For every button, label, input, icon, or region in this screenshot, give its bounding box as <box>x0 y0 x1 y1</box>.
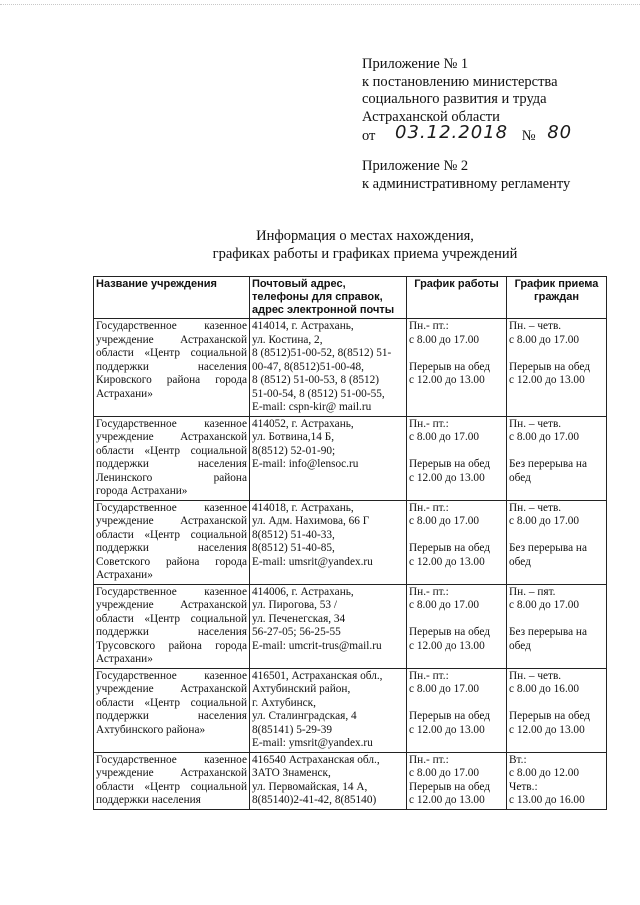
cell-line: Пн. – пят. <box>509 585 556 598</box>
appendix-2-line: к административному регламенту <box>362 175 571 192</box>
from-label: от <box>362 128 376 144</box>
cell-line: Без перерыва на <box>509 626 587 638</box>
cell-line: 00-47, 8(8512)51-00-48, <box>252 360 365 373</box>
table-header-row <box>94 277 607 319</box>
cell-line: E-mail: umcrit-trus@mail.ru <box>252 639 382 652</box>
address-cell <box>250 584 407 668</box>
appendix-2-line: Приложение № 2 <box>362 158 469 174</box>
reception-schedule-cell <box>507 668 607 752</box>
cell-line: города Астрахани» <box>96 485 188 497</box>
institution-name-cell <box>94 416 250 500</box>
cell-line: г. Ахтубинск, <box>252 696 316 709</box>
cell-line: с 8.00 до 17.00 <box>509 515 580 527</box>
cell-line: Без перерыва на <box>509 458 587 470</box>
cell-line: ул. Первомайская, 14 А, <box>252 780 368 793</box>
cell-line: обед <box>509 555 531 568</box>
appendix-1-line: к постановлению министерства <box>362 73 558 90</box>
cell-line: Советского района города <box>96 555 247 568</box>
table-row <box>94 584 607 668</box>
cell-line: Вт.: <box>509 753 527 766</box>
cell-line: области «Центр социальной <box>96 444 247 457</box>
institution-name-cell <box>94 319 250 417</box>
table-row <box>94 416 607 500</box>
table-row <box>94 752 607 809</box>
reception-schedule-cell <box>507 752 607 809</box>
reception-schedule-cell <box>507 584 607 668</box>
appendix-1-block <box>362 56 572 146</box>
work-schedule-cell <box>407 319 507 417</box>
cell-line: с 8.00 до 17.00 <box>409 333 480 346</box>
cell-line: E-mail: info@lensoc.ru <box>252 458 359 470</box>
cell-line: поддержки населения <box>96 458 247 470</box>
cell-line: области «Центр социальной <box>96 696 247 709</box>
cell-line: Пн. – четв. <box>509 320 562 332</box>
handwritten-date: 03.12.2018 <box>395 122 509 143</box>
institutions-table <box>93 276 607 810</box>
cell-line: Перерыв на обед <box>509 360 590 373</box>
cell-line: обед <box>509 639 531 652</box>
header-address: Почтовый адрес, телефоны для справок, адрес электронной почты <box>250 277 407 319</box>
handwritten-number: 80 <box>547 122 573 143</box>
scan-artifact-line <box>0 4 640 9</box>
cell-line: поддержки населения <box>96 710 247 722</box>
cell-line: Ахтубинского района» <box>96 723 206 736</box>
cell-line: с 12.00 до 13.00 <box>409 639 485 652</box>
cell-line: Пн. – четв. <box>509 417 562 430</box>
institution-name-cell <box>94 752 250 809</box>
cell-line: Перерыв на обед <box>509 710 590 722</box>
cell-line: Пн.- пт.: <box>409 501 449 514</box>
cell-line: ул. Ботвина,14 Б, <box>252 431 335 443</box>
cell-line: учреждение Астраханской <box>96 515 247 527</box>
cell-line: Перерыв на обед <box>409 542 490 554</box>
address-cell <box>250 416 407 500</box>
title-line-2: графиках работы и графиках приема учреждений <box>212 246 518 262</box>
cell-line: Трусовского района города <box>96 639 247 652</box>
cell-line: области «Центр социальной <box>96 780 247 793</box>
header-work-schedule: График работы <box>407 277 507 319</box>
cell-line: Перерыв на обед <box>409 360 490 373</box>
cell-line <box>509 529 604 543</box>
cell-line: с 13.00 до 16.00 <box>509 794 585 806</box>
cell-line: Астрахани» <box>96 387 153 400</box>
cell-line: Пн.- пт.: <box>409 417 449 430</box>
cell-line: E-mail: ymsrit@yandex.ru <box>252 737 373 749</box>
cell-line: Перерыв на обед <box>409 626 490 638</box>
cell-line: 8(8512) 51-40-33, <box>252 528 335 541</box>
cell-line: с 12.00 до 13.00 <box>409 555 485 568</box>
cell-line: Четв.: <box>509 780 538 793</box>
cell-line: 8 (8512)51-00-52, 8(8512) 51- <box>252 347 392 359</box>
cell-line: ул. Сталинградская, 4 <box>252 710 357 722</box>
cell-line: учреждение Астраханской <box>96 767 247 779</box>
cell-line: 416501, Астраханская обл., <box>252 669 383 682</box>
cell-line: поддержки населения <box>96 360 247 373</box>
cell-line: Астрахани» <box>96 653 153 665</box>
cell-line: 414018, г. Астрахань, <box>252 501 354 514</box>
cell-line: Государственное казенное <box>96 585 247 598</box>
work-schedule-cell <box>407 584 507 668</box>
cell-line: области «Центр социальной <box>96 612 247 625</box>
cell-line: области «Центр социальной <box>96 347 247 359</box>
cell-line: Государственное казенное <box>96 417 247 430</box>
cell-line: поддержки населения <box>96 542 247 554</box>
number-label: № <box>521 128 536 144</box>
cell-line: Пн.- пт.: <box>409 320 449 332</box>
cell-line: Перерыв на обед <box>409 780 490 793</box>
appendix-2-block <box>362 158 570 193</box>
title-line-1: Информация о местах нахождения, <box>256 228 474 244</box>
cell-line: с 8.00 до 17.00 <box>409 515 480 527</box>
cell-line: ЗАТО Знаменск, <box>252 767 331 779</box>
address-cell <box>250 500 407 584</box>
appendix-1-line: Приложение № 1 <box>362 56 469 72</box>
cell-line: учреждение Астраханской <box>96 683 247 695</box>
address-cell <box>250 319 407 417</box>
cell-line: с 12.00 до 13.00 <box>509 374 585 386</box>
cell-line: 8(85140)2-41-42, 8(85140) <box>252 794 377 806</box>
cell-line: с 8.00 до 17.00 <box>409 767 480 779</box>
cell-line: с 8.00 до 17.00 <box>409 431 480 443</box>
cell-line: ул. Костина, 2, <box>252 333 323 346</box>
cell-line: с 12.00 до 13.00 <box>409 471 485 484</box>
work-schedule-cell <box>407 416 507 500</box>
cell-line: Кировского района города <box>96 374 247 386</box>
cell-line: Пн.- пт.: <box>409 753 449 766</box>
cell-line: поддержки населения <box>96 794 201 806</box>
cell-line: с 12.00 до 13.00 <box>409 723 485 736</box>
cell-line <box>509 445 604 459</box>
cell-line: с 12.00 до 13.00 <box>509 723 585 736</box>
cell-line: с 8.00 до 17.00 <box>509 599 580 611</box>
cell-line: обед <box>509 471 531 484</box>
appendix-1-line: социального развития и труда <box>362 91 547 107</box>
cell-line: с 8.00 до 17.00 <box>509 333 580 346</box>
cell-line: Ленинского района <box>96 471 247 484</box>
cell-line: Астрахани» <box>96 569 153 581</box>
cell-line: ул. Печенегская, 34 <box>252 612 346 625</box>
cell-line <box>509 613 604 627</box>
cell-line: Государственное казенное <box>96 753 247 766</box>
address-cell <box>250 668 407 752</box>
cell-line: Пн.- пт.: <box>409 669 449 682</box>
cell-line <box>409 613 504 627</box>
document-title <box>150 227 580 263</box>
cell-line: ул. Пирогова, 53 / <box>252 599 338 611</box>
cell-line: 8(8512) 51-40-85, <box>252 542 335 554</box>
reception-schedule-cell <box>507 319 607 417</box>
institution-name-cell <box>94 584 250 668</box>
institution-name-cell <box>94 500 250 584</box>
cell-line <box>409 529 504 543</box>
cell-line: Государственное казенное <box>96 320 247 332</box>
resolution-date-line <box>362 122 573 146</box>
cell-line: с 8.00 до 12.00 <box>509 767 580 779</box>
cell-line: Пн. – четв. <box>509 669 562 682</box>
work-schedule-cell <box>407 668 507 752</box>
cell-line: поддержки населения <box>96 626 247 638</box>
address-cell <box>250 752 407 809</box>
cell-line: с 8.00 до 17.00 <box>509 431 580 443</box>
cell-line: E-mail: cspn-kir@ mail.ru <box>252 401 372 413</box>
cell-line: ул. Адм. Нахимова, 66 Г <box>252 515 370 527</box>
reception-schedule-cell <box>507 416 607 500</box>
cell-line: с 8.00 до 17.00 <box>409 683 480 695</box>
header-name: Название учреждения <box>94 277 250 319</box>
institution-name-cell <box>94 668 250 752</box>
cell-line <box>509 347 604 361</box>
cell-line: с 8.00 до 17.00 <box>409 599 480 611</box>
cell-line: Без перерыва на <box>509 542 587 554</box>
cell-line: 414006, г. Астрахань, <box>252 585 354 598</box>
cell-line: учреждение Астраханской <box>96 431 247 443</box>
cell-line <box>509 697 604 711</box>
cell-line: E-mail: umsrit@yandex.ru <box>252 555 373 568</box>
cell-line: учреждение Астраханской <box>96 333 247 346</box>
header-reception-schedule: График приема граждан <box>507 277 607 319</box>
cell-line: учреждение Астраханской <box>96 599 247 611</box>
cell-line: Пн. – четв. <box>509 501 562 514</box>
cell-line: 414052, г. Астрахань, <box>252 417 354 430</box>
cell-line <box>409 445 504 459</box>
cell-line: 8(85141) 5-29-39 <box>252 723 333 736</box>
table-row <box>94 668 607 752</box>
cell-line: 8 (8512) 51-00-53, 8 (8512) <box>252 374 380 386</box>
cell-line: 416540 Астраханская обл., <box>252 753 380 766</box>
cell-line: с 12.00 до 13.00 <box>409 374 485 386</box>
cell-line: области «Центр социальной <box>96 528 247 541</box>
work-schedule-cell <box>407 752 507 809</box>
cell-line: с 12.00 до 13.00 <box>409 794 485 806</box>
cell-line: 51-00-54, 8 (8512) 51-00-55, <box>252 387 385 400</box>
table-row <box>94 319 607 417</box>
cell-line: Государственное казенное <box>96 669 247 682</box>
cell-line: 8(8512) 52-01-90; <box>252 444 336 457</box>
cell-line: Ахтубинский район, <box>252 683 351 695</box>
cell-line: Пн.- пт.: <box>409 585 449 598</box>
cell-line <box>409 347 504 361</box>
reception-schedule-cell <box>507 500 607 584</box>
cell-line <box>409 697 504 711</box>
cell-line: с 8.00 до 16.00 <box>509 683 580 695</box>
table-row <box>94 500 607 584</box>
work-schedule-cell <box>407 500 507 584</box>
cell-line: 56-27-05; 56-25-55 <box>252 626 341 638</box>
appendix-1-line: Астраханской области <box>362 108 500 125</box>
cell-line: Государственное казенное <box>96 501 247 514</box>
cell-line: Перерыв на обед <box>409 710 490 722</box>
cell-line: 414014, г. Астрахань, <box>252 320 354 332</box>
cell-line: Перерыв на обед <box>409 458 490 470</box>
